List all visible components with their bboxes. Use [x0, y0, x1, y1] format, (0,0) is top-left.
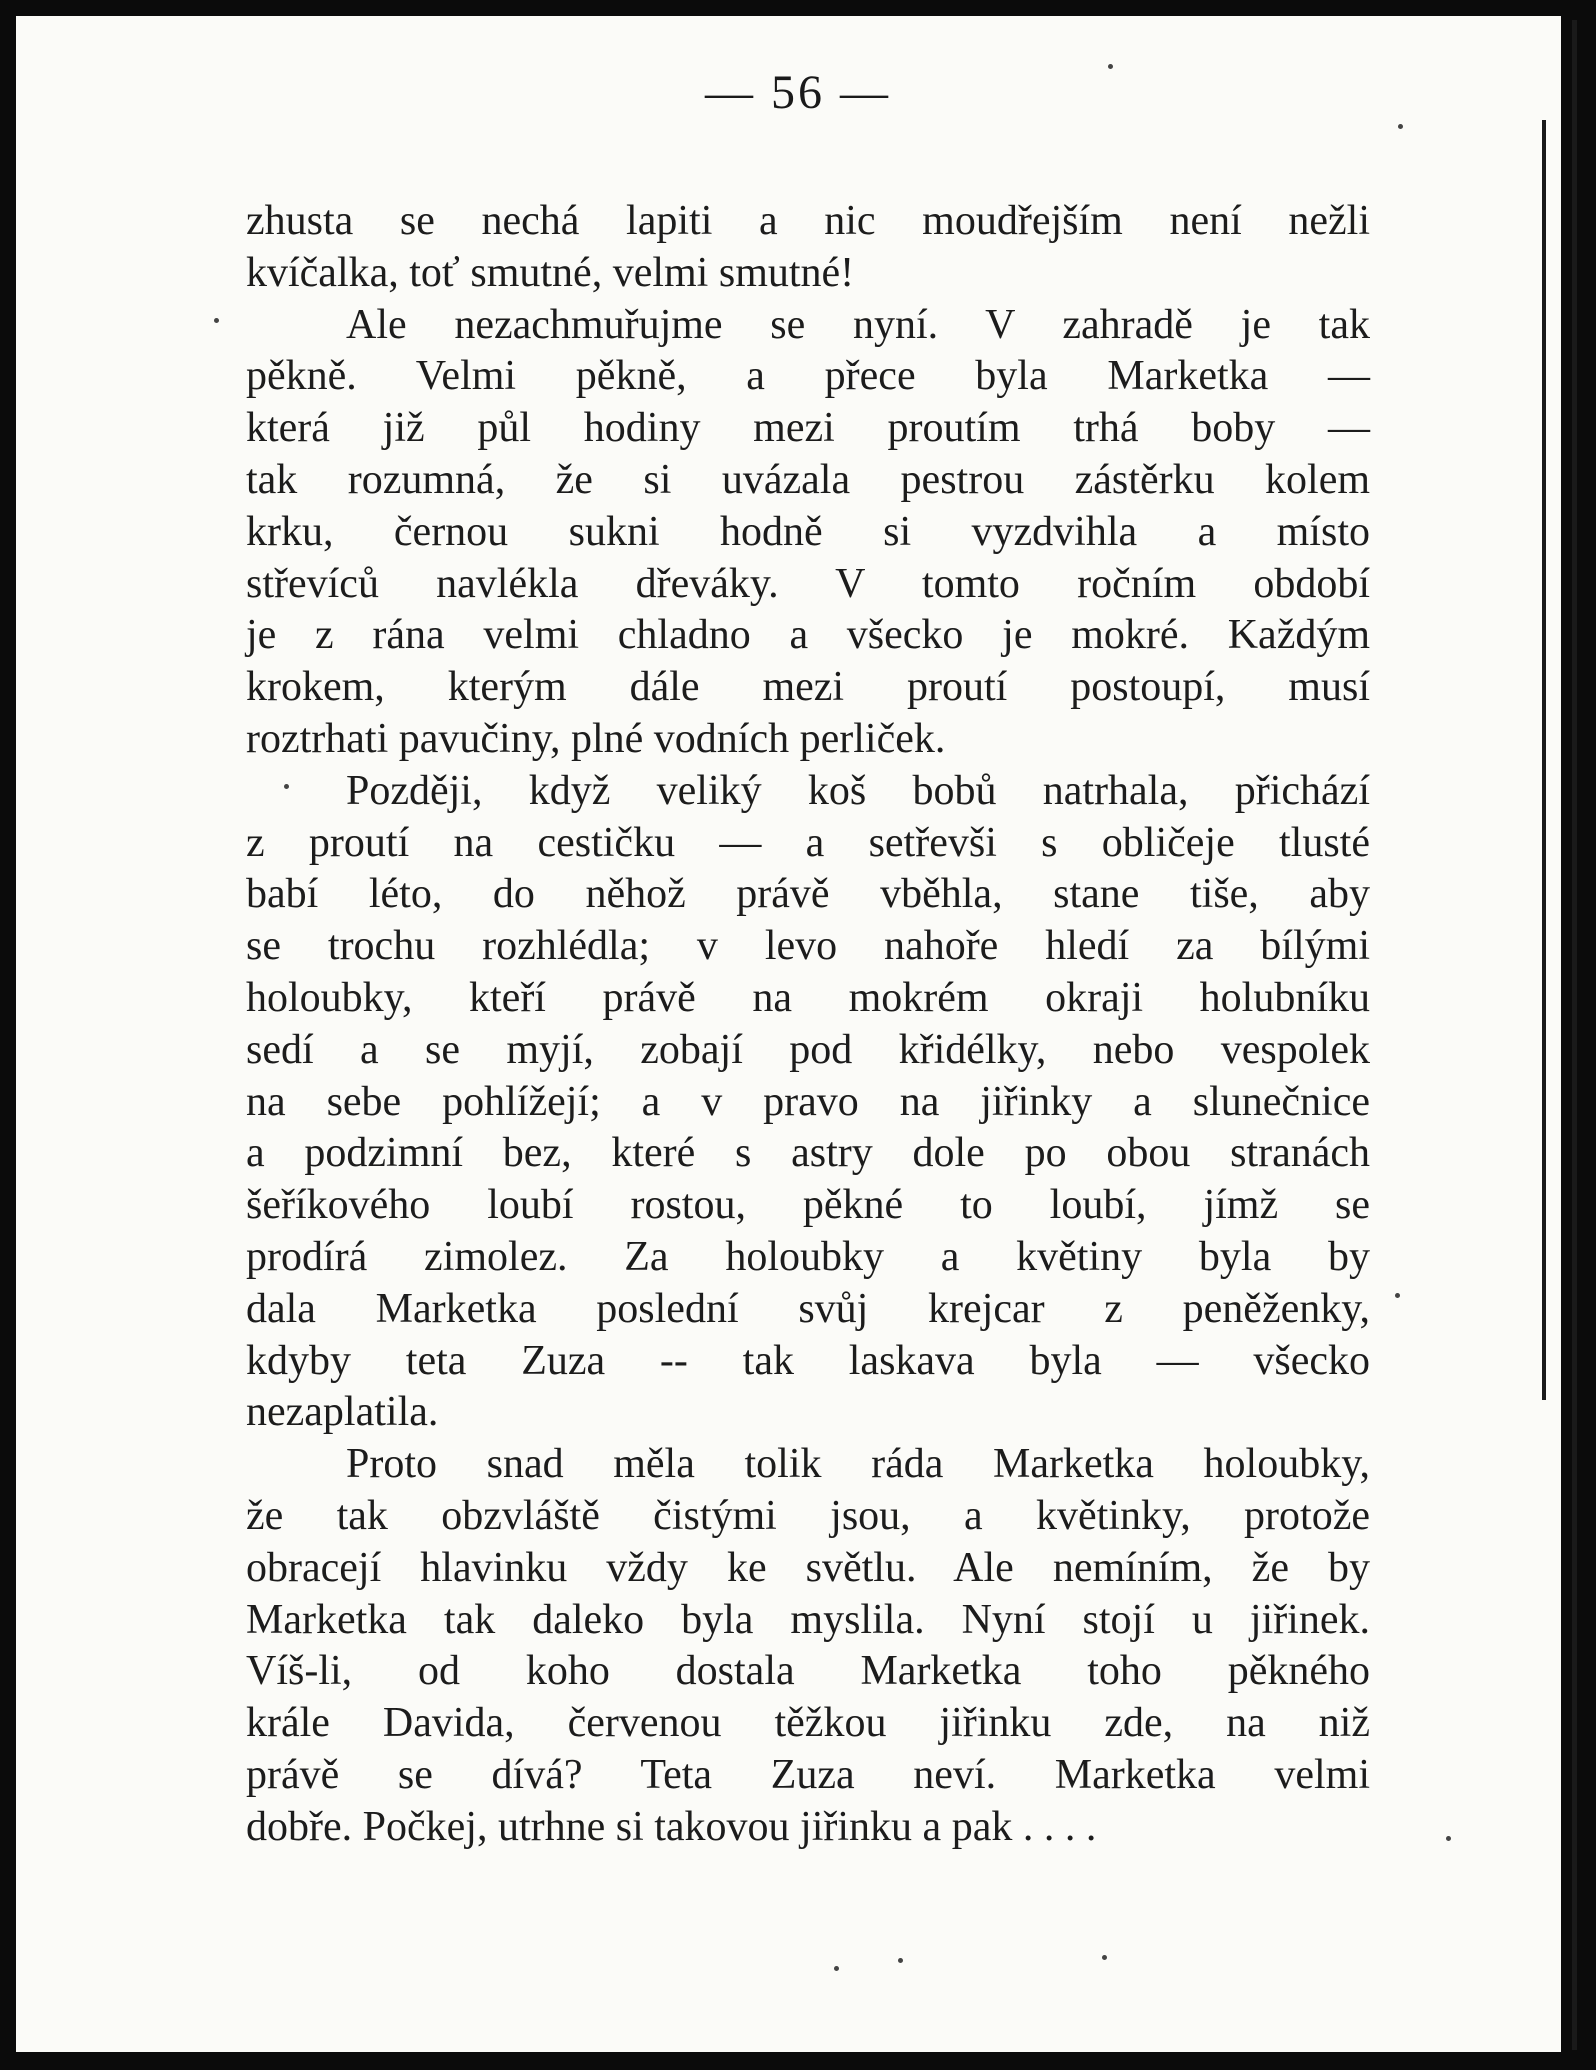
text-line: Později, když veliký koš bobů natrhala, přichází — [346, 767, 1370, 814]
print-speck — [1102, 1955, 1107, 1960]
page-edge-shadow — [1542, 120, 1546, 1400]
text-line: že tak obzvláště čistými jsou, a květinky, protože — [246, 1492, 1370, 1539]
text-line: nezaplatila. — [246, 1389, 439, 1436]
print-speck — [1446, 1836, 1451, 1841]
text-line: krále Davida, červenou těžkou jiřinku zde, na niž — [246, 1700, 1370, 1747]
text-line: Ale nezachmuřujme se nyní. V zahradě je tak — [346, 301, 1370, 348]
print-speck — [834, 1966, 839, 1971]
paragraph — [246, 766, 1370, 1439]
text-line: krku, černou sukni hodně si vyzdvihla a místo — [246, 508, 1370, 555]
text-line: roztrhati pavučiny, plné vodních perliček. — [246, 715, 946, 762]
text-line: holoubky, kteří právě na mokrém okraji holubníku — [246, 974, 1370, 1021]
text-line: kvíčalka, toť smutné, velmi smutné! — [246, 249, 855, 296]
print-speck — [284, 784, 289, 789]
text-line: šeříkového loubí rostou, pěkné to loubí, jímž se — [246, 1182, 1370, 1229]
page-binding-edge — [1572, 20, 1577, 2050]
text-line: dobře. Počkej, utrhne si takovou jiřinku a pak . . . . — [246, 1803, 1097, 1850]
text-line: střevíců navlékla dřeváky. V tomto ročním období — [246, 560, 1370, 607]
text-line: babí léto, do něhož právě vběhla, stane tiše, aby — [246, 871, 1370, 918]
text-line: z proutí na cestičku — a setřevši s obličeje tlusté — [246, 819, 1370, 866]
text-line: sedí a se myjí, zobají pod křidélky, nebo vespolek — [246, 1026, 1370, 1073]
text-line: dala Marketka poslední svůj krejcar z peněženky, — [246, 1285, 1370, 1332]
print-speck — [1398, 124, 1403, 129]
text-line: Proto snad měla tolik ráda Marketka holoubky, — [346, 1441, 1370, 1488]
text-line: je z rána velmi chladno a všecko je mokré. Každým — [246, 612, 1370, 659]
text-line: se trochu rozhlédla; v levo nahoře hledí za bílými — [246, 923, 1370, 970]
text-line: která již půl hodiny mezi proutím trhá boby — — [246, 405, 1370, 452]
page-number: — 56 — — [705, 66, 891, 119]
paragraph — [246, 300, 1370, 766]
print-speck — [1395, 1293, 1400, 1298]
body-text — [246, 196, 1370, 1854]
text-line: právě se dívá? Teta Zuza neví. Marketka velmi — [246, 1751, 1370, 1798]
text-line: pěkně. Velmi pěkně, a přece byla Marketka — — [246, 353, 1370, 400]
text-line: zhusta se nechá lapiti a nic moudřejším není nežli — [246, 198, 1370, 244]
text-line: Marketka tak daleko byla myslila. Nyní stojí u jiřinek. — [246, 1596, 1370, 1643]
text-line: Víš-li, od koho dostala Marketka toho pěkného — [246, 1648, 1370, 1695]
print-speck — [1108, 64, 1113, 69]
text-line: krokem, kterým dále mezi proutí postoupí, musí — [246, 664, 1370, 711]
text-line: obracejí hlavinku vždy ke světlu. Ale nemíním, že by — [246, 1544, 1370, 1591]
text-line: kdyby teta Zuza -- tak laskava byla — všecko — [246, 1337, 1370, 1384]
print-speck — [898, 1958, 903, 1963]
text-line: a podzimní bez, které s astry dole po obou stranách — [246, 1130, 1370, 1177]
text-line: na sebe pohlížejí; a v pravo na jiřinky a slunečnice — [246, 1078, 1370, 1125]
text-line: prodírá zimolez. Za holoubky a květiny byla by — [246, 1233, 1370, 1280]
paragraph — [246, 1439, 1370, 1853]
text-line: tak rozumná, že si uvázala pestrou zástěrku kolem — [246, 456, 1370, 503]
print-speck — [214, 318, 219, 323]
paragraph — [246, 196, 1370, 300]
